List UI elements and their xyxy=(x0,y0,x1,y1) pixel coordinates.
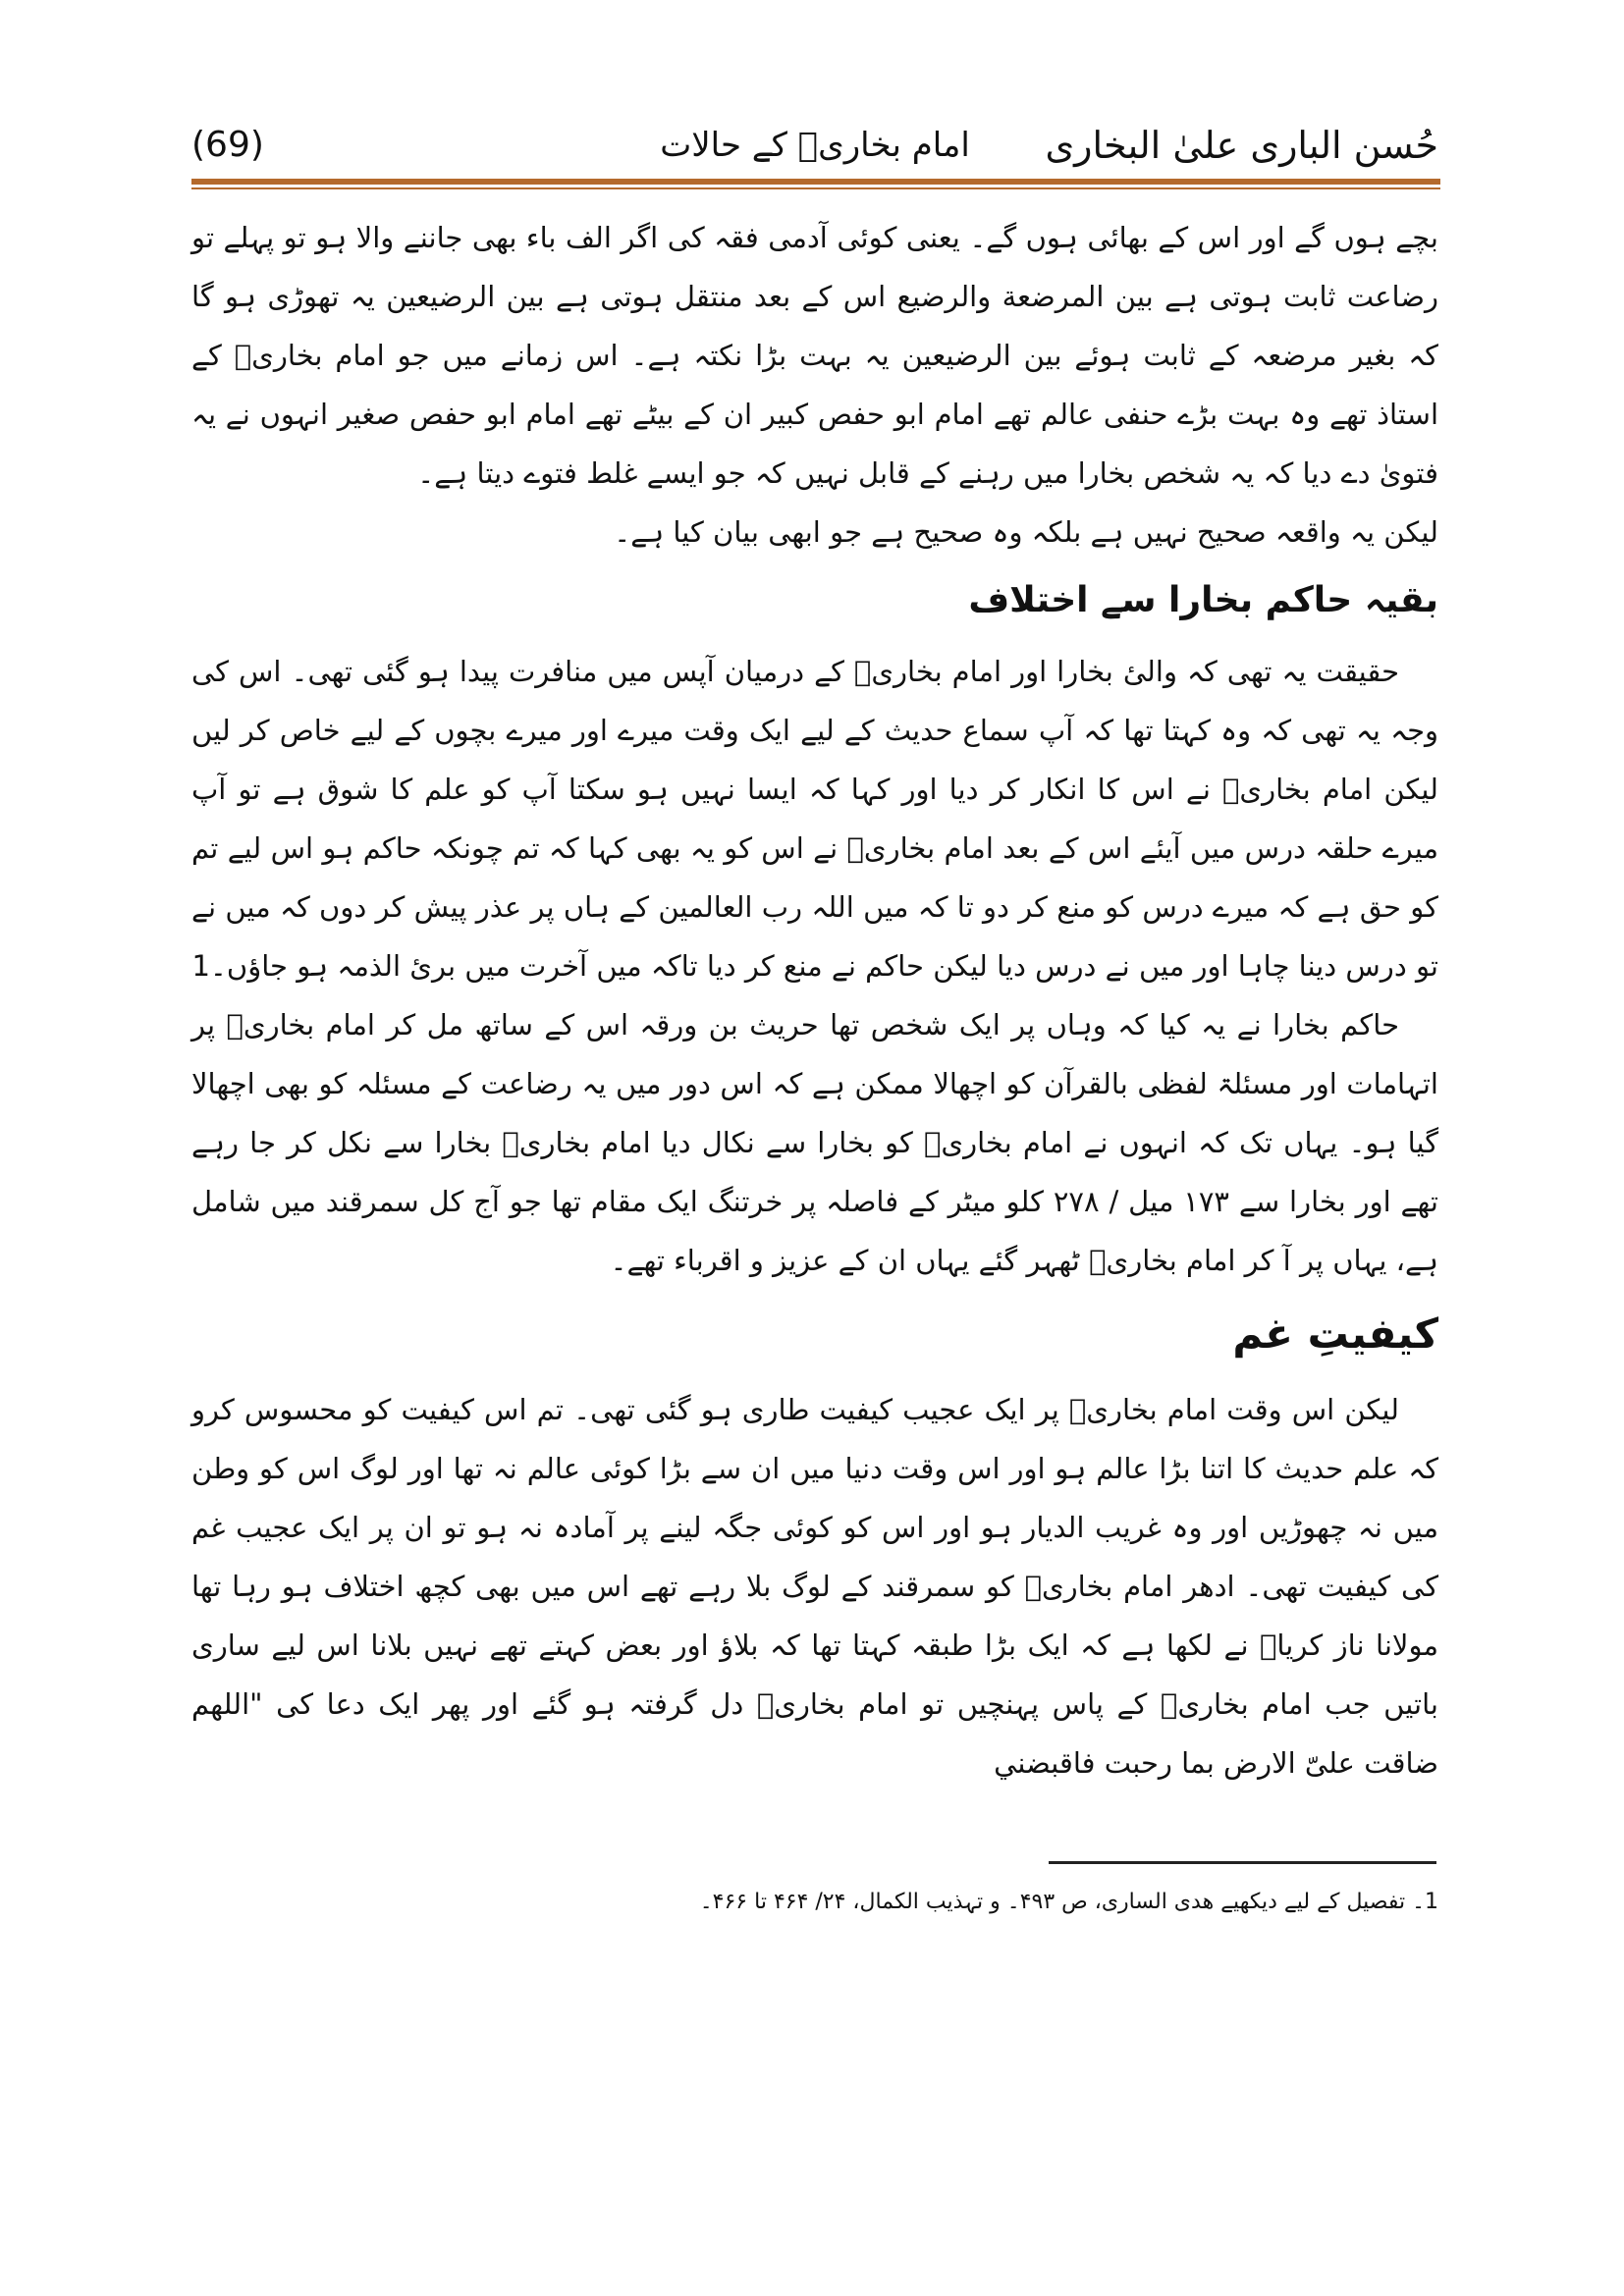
body-paragraph: لیکن اس وقت امام بخاریؒ پر ایک عجیب کیفیت طاری ہو گئی تھی۔ تم اس کیفیت کو محسوس کرو کہ علم حدیث کا اتنا بڑا عالم ہو اور اس وقت دنیا میں ان سے بڑا کوئی عالم نہ تھا اور لوگ اس کو وطن میں نہ چھوڑیں اور وہ غریب الدیار ہو اور اس کو کوئی جگہ لینے پر آمادہ نہ ہو تو ان پر ایک عجیب غم کی کیفیت تھی۔ ادھر امام بخاریؒ کو سمرقند کے لوگ بلا رہے تھے اس میں بھی کچھ اختلاف ہو رہا تھا مولانا ناز کریاؒ نے لکھا ہے کہ ایک بڑا طبقہ کہتا تھا کہ بلاؤ اور بعض کہتے تھے نہیں بلانا اس لیے ساری باتیں جب امام بخاریؒ کے پاس پہنچیں تو امام بخاریؒ دل گرفتہ ہو گئے اور پھر ایک دعا کی "اللهم ضاقت علىّ الارض بما رحبت فاقبضني xyxy=(191,1393,1438,1780)
section-heading: کیفیتِ غم xyxy=(1232,1309,1438,1358)
page-header xyxy=(191,116,1438,175)
body-paragraph: لیکن یہ واقعہ صحیح نہیں ہے بلکہ وہ صحیح ہے جو ابھی بیان کیا ہے۔ xyxy=(614,515,1438,549)
header-rule-thick xyxy=(191,179,1440,185)
section-heading: بقیہ حاکم بخارا سے اختلاف xyxy=(968,580,1438,620)
footnote-separator xyxy=(1049,1861,1436,1864)
footnote: 1۔ تفصیل کے لیے دیکھیے ھدی الساری، ص ۴۹۳۔ و تہذیب الکمال، ۲۴/ ۴۶۴ تا ۴۶۶۔ xyxy=(699,1890,1438,1914)
page-number: (69) xyxy=(191,125,264,165)
page-body xyxy=(191,208,1438,1792)
body-paragraph: بچے ہوں گے اور اس کے بھائی ہوں گے۔ یعنی کوئی آدمی فقہ کی اگر الف باء بھی جاننے والا ہو تو پہلے تو رضاعت ثابت ہوتی ہے بین المرضعة والرضیع اس کے بعد منتقل ہوتی ہے بین الرضیعین یہ تھوڑی ہو گا کہ بغیر مرضعہ کے ثابت ہوئے بین الرضیعین یہ بہت بڑا نکتہ ہے۔ اس زمانے میں جو امام بخاریؒ کے استاذ تھے وہ بہت بڑے حنفی عالم تھے امام ابو حفص کبیر ان کے بیٹے تھے امام ابو حفص صغیر انہوں نے یہ فتویٰ دے دیا کہ یہ شخص بخارا میں رہنے کے قابل نہیں کہ جو ایسے غلط فتوے دیتا ہے۔ xyxy=(191,221,1438,490)
header-rule-thin xyxy=(191,187,1440,189)
body-paragraph: حاکم بخارا نے یہ کیا کہ وہاں پر ایک شخص تھا حریث بن ورقہ اس کے ساتھ مل کر امام بخاریؒ پر اتہامات اور مسئلۃ لفظی بالقرآن کو اچھالا ممکن ہے کہ اس دور میں یہ رضاعت کے مسئلہ کو بھی اچھالا گیا ہو۔ یہاں تک کہ انہوں نے امام بخاریؒ کو بخارا سے نکال دیا امام بخاریؒ بخارا سے نکل کر جا رہے تھے اور بخارا سے ۱۷۳ میل / ۲۷۸ کلو میٹر کے فاصلہ پر خرتنگ ایک مقام تھا جو آج کل سمرقند میں شامل ہے، یہاں پر آ کر امام بخاریؒ ٹھہر گئے یہاں ان کے عزیز و اقرباء تھے۔ xyxy=(191,1008,1438,1277)
chapter-title: امام بخاریؒ کے حالات xyxy=(660,126,970,165)
book-title: حُسن الباری علیٰ البخاری xyxy=(1045,124,1438,167)
body-paragraph: حقیقت یہ تھی کہ والیٔ بخارا اور امام بخاریؒ کے درمیان آپس میں منافرت پیدا ہو گئی تھی۔ اس کی وجہ یہ تھی کہ وہ کہتا تھا کہ آپ سماع حدیث کے لیے ایک وقت میرے اور میرے بچوں کے لیے خاص کر لیں لیکن امام بخاریؒ نے اس کا انکار کر دیا اور کہا کہ ایسا نہیں ہو سکتا آپ کو علم کا شوق ہے تو آپ میرے حلقہ درس میں آیئے اس کے بعد امام بخاریؒ نے اس کو یہ بھی کہا کہ تم چونکہ حاکم ہو اس لیے تم کو حق ہے کہ میرے درس کو منع کر دو تا کہ میں اللہ رب العالمین کے ہاں پر عذر پیش کر دوں کہ میں نے تو درس دینا چاہا اور میں نے درس دیا لیکن حاکم نے منع کر دیا تاکہ میں آخرت میں بریٔ الذمہ ہو جاؤں۔1 xyxy=(191,655,1438,983)
